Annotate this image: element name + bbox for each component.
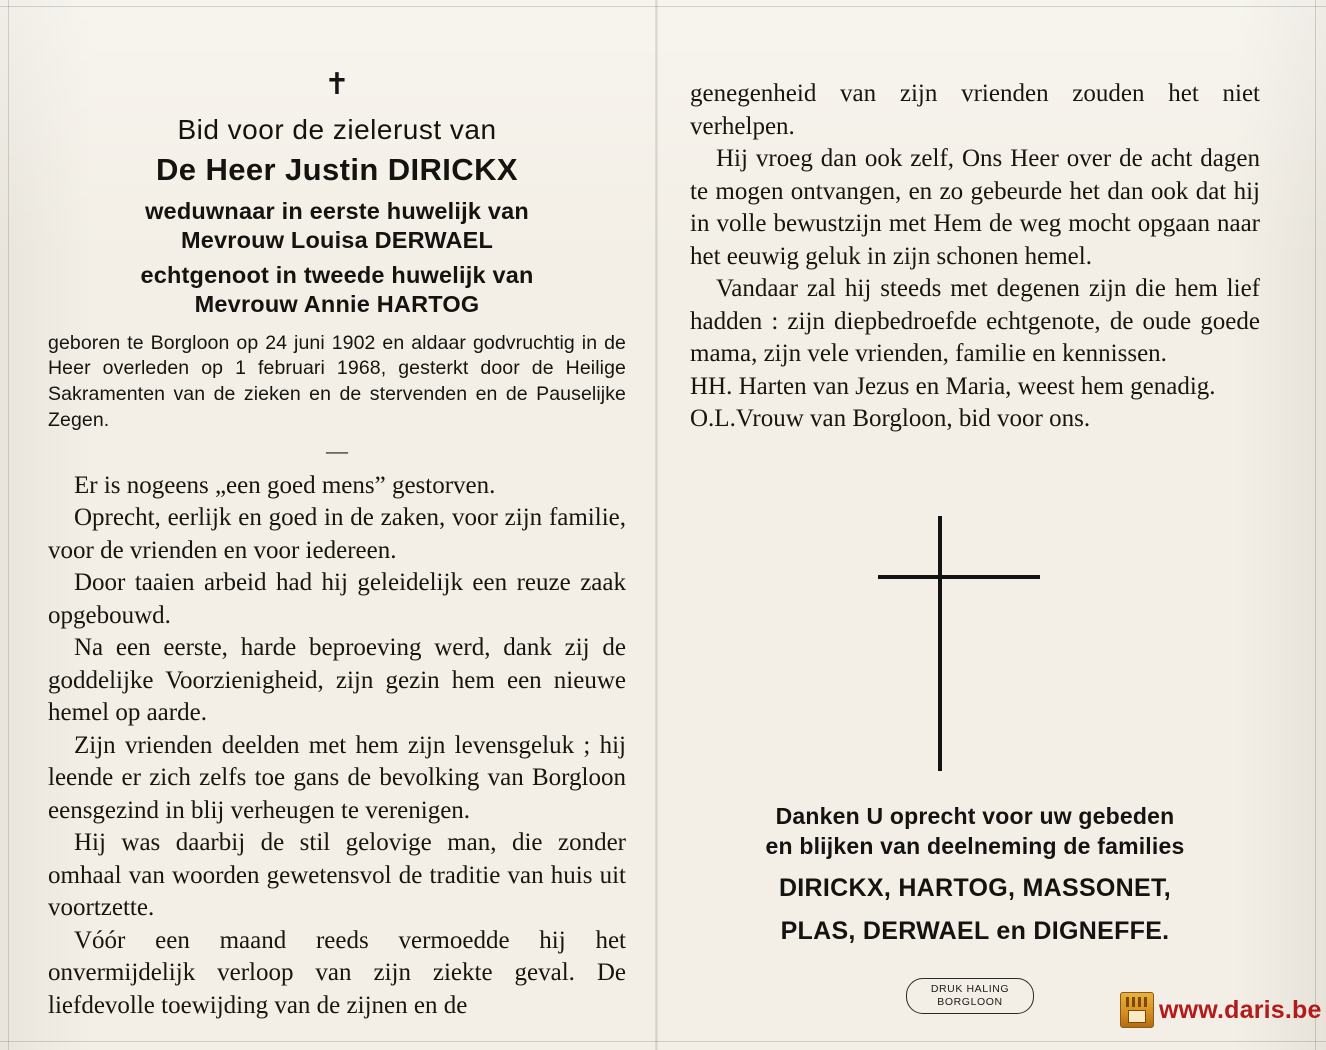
- watermark: [1120, 990, 1322, 1030]
- first-marriage-line-1: weduwnaar in eerste huwelijk van: [145, 198, 529, 224]
- card-border-left: [8, 0, 9, 1050]
- first-marriage-line-2: Mevrouw Louisa DERWAEL: [180, 226, 494, 253]
- right-body-text: [690, 78, 1260, 436]
- paragraph: Door taaien arbeid had hij geleidelijk een reuze zaak opgebouwd.: [48, 569, 626, 629]
- families-line-2: PLAS, DERWAEL en DIGNEFFE.: [780, 916, 1170, 945]
- paragraph: Vóór een maand reeds vermoedde hij het onvermijdelijk verloop van zijn ziekte geval. De liefdevolle toewijding van de zijnen en de: [48, 926, 626, 1019]
- thanks-block: [690, 802, 1260, 948]
- invocation-hearts: HH. Harten van Jezus en Maria, weest hem genadig.: [690, 372, 1216, 400]
- divider: —: [326, 437, 348, 463]
- invocation-line: Bid voor de zielerust van: [177, 114, 497, 145]
- card-border-right: [1315, 0, 1316, 1050]
- left-body-text: [48, 470, 626, 1023]
- paragraph: Oprecht, eerlijk en goed in de zaken, voor zijn familie, voor de vrienden en voor iedereen.: [48, 504, 626, 564]
- paragraph: Er is nogeens „een goed mens” gestorven.: [74, 471, 496, 499]
- thanks-line-2: en blijken van deelneming de families: [765, 832, 1185, 859]
- cross-icon: ✝: [324, 68, 350, 101]
- second-marriage-line-2: Mevrouw Annie HARTOG: [194, 290, 480, 317]
- paragraph: Vandaar zal hij steeds met degenen zijn die hem lief hadden : zijn diepbedroefde echtgenote, de oude goede mama, zijn vele vrienden, familie en kennissen.: [690, 275, 1260, 367]
- printer-line-2: BORGLOON: [937, 996, 1003, 1008]
- paragraph: Hij was daarbij de stil gelovige man, die zonder omhaal van woorden gewetensvol de traditie van huis uit voortzette.: [48, 829, 626, 922]
- families-line-1: DIRICKX, HARTOG, MASSONET,: [778, 873, 1172, 902]
- card-border-bottom: [0, 1041, 1326, 1042]
- archive-logo-icon: [1120, 992, 1154, 1028]
- large-cross-icon: [938, 516, 942, 771]
- paragraph: Hij vroeg dan ook zelf, Ons Heer over de acht dagen te mogen ontvangen, en zo gebeurde het dan ook dat hij in volle bewustzijn met Hem de weg mocht opgaan naar het eeuwig geluk in zijn schonen hemel.: [690, 145, 1260, 270]
- right-page: [690, 0, 1260, 436]
- printer-line-1: DRUK HALING: [930, 982, 1010, 995]
- paragraph: Zijn vrienden deelden met hem zijn levensgeluk ; hij leende er zich zelfs toe gans de bevolking van Borgloon eensgezind in blij verheugen te verenigen.: [48, 731, 626, 824]
- watermark-url: www.daris.be: [1159, 995, 1322, 1024]
- birth-death-details: geboren te Borgloon op 24 juni 1902 en aldaar godvruchtig in de Heer overleden op 1 februari 1968, gesterkt door de Heilige Sakramenten van de zieken en de stervenden en de Pauselijke Zegen.: [48, 331, 626, 431]
- heading-block: [48, 114, 626, 319]
- deceased-name: De Heer Justin DIRICKX: [156, 152, 518, 187]
- paragraph: Na een eerste, harde beproeving werd, dank zij de goddelijke Voorzienigheid, zijn gezin hem een nieuwe hemel op aarde.: [48, 634, 626, 727]
- thanks-line-1: Danken U oprecht voor uw gebeden: [775, 803, 1175, 829]
- invocation-lady: O.L.Vrouw van Borgloon, bid voor ons.: [690, 405, 1091, 432]
- large-cross-crossbar-icon: [878, 575, 1040, 579]
- paragraph: genegenheid van zijn vrienden zouden het niet verhelpen.: [690, 80, 1260, 140]
- printer-stamp: [906, 978, 1034, 1014]
- second-marriage-line-1: echtgenoot in tweede huwelijk van: [140, 262, 534, 289]
- left-page: [48, 0, 626, 1022]
